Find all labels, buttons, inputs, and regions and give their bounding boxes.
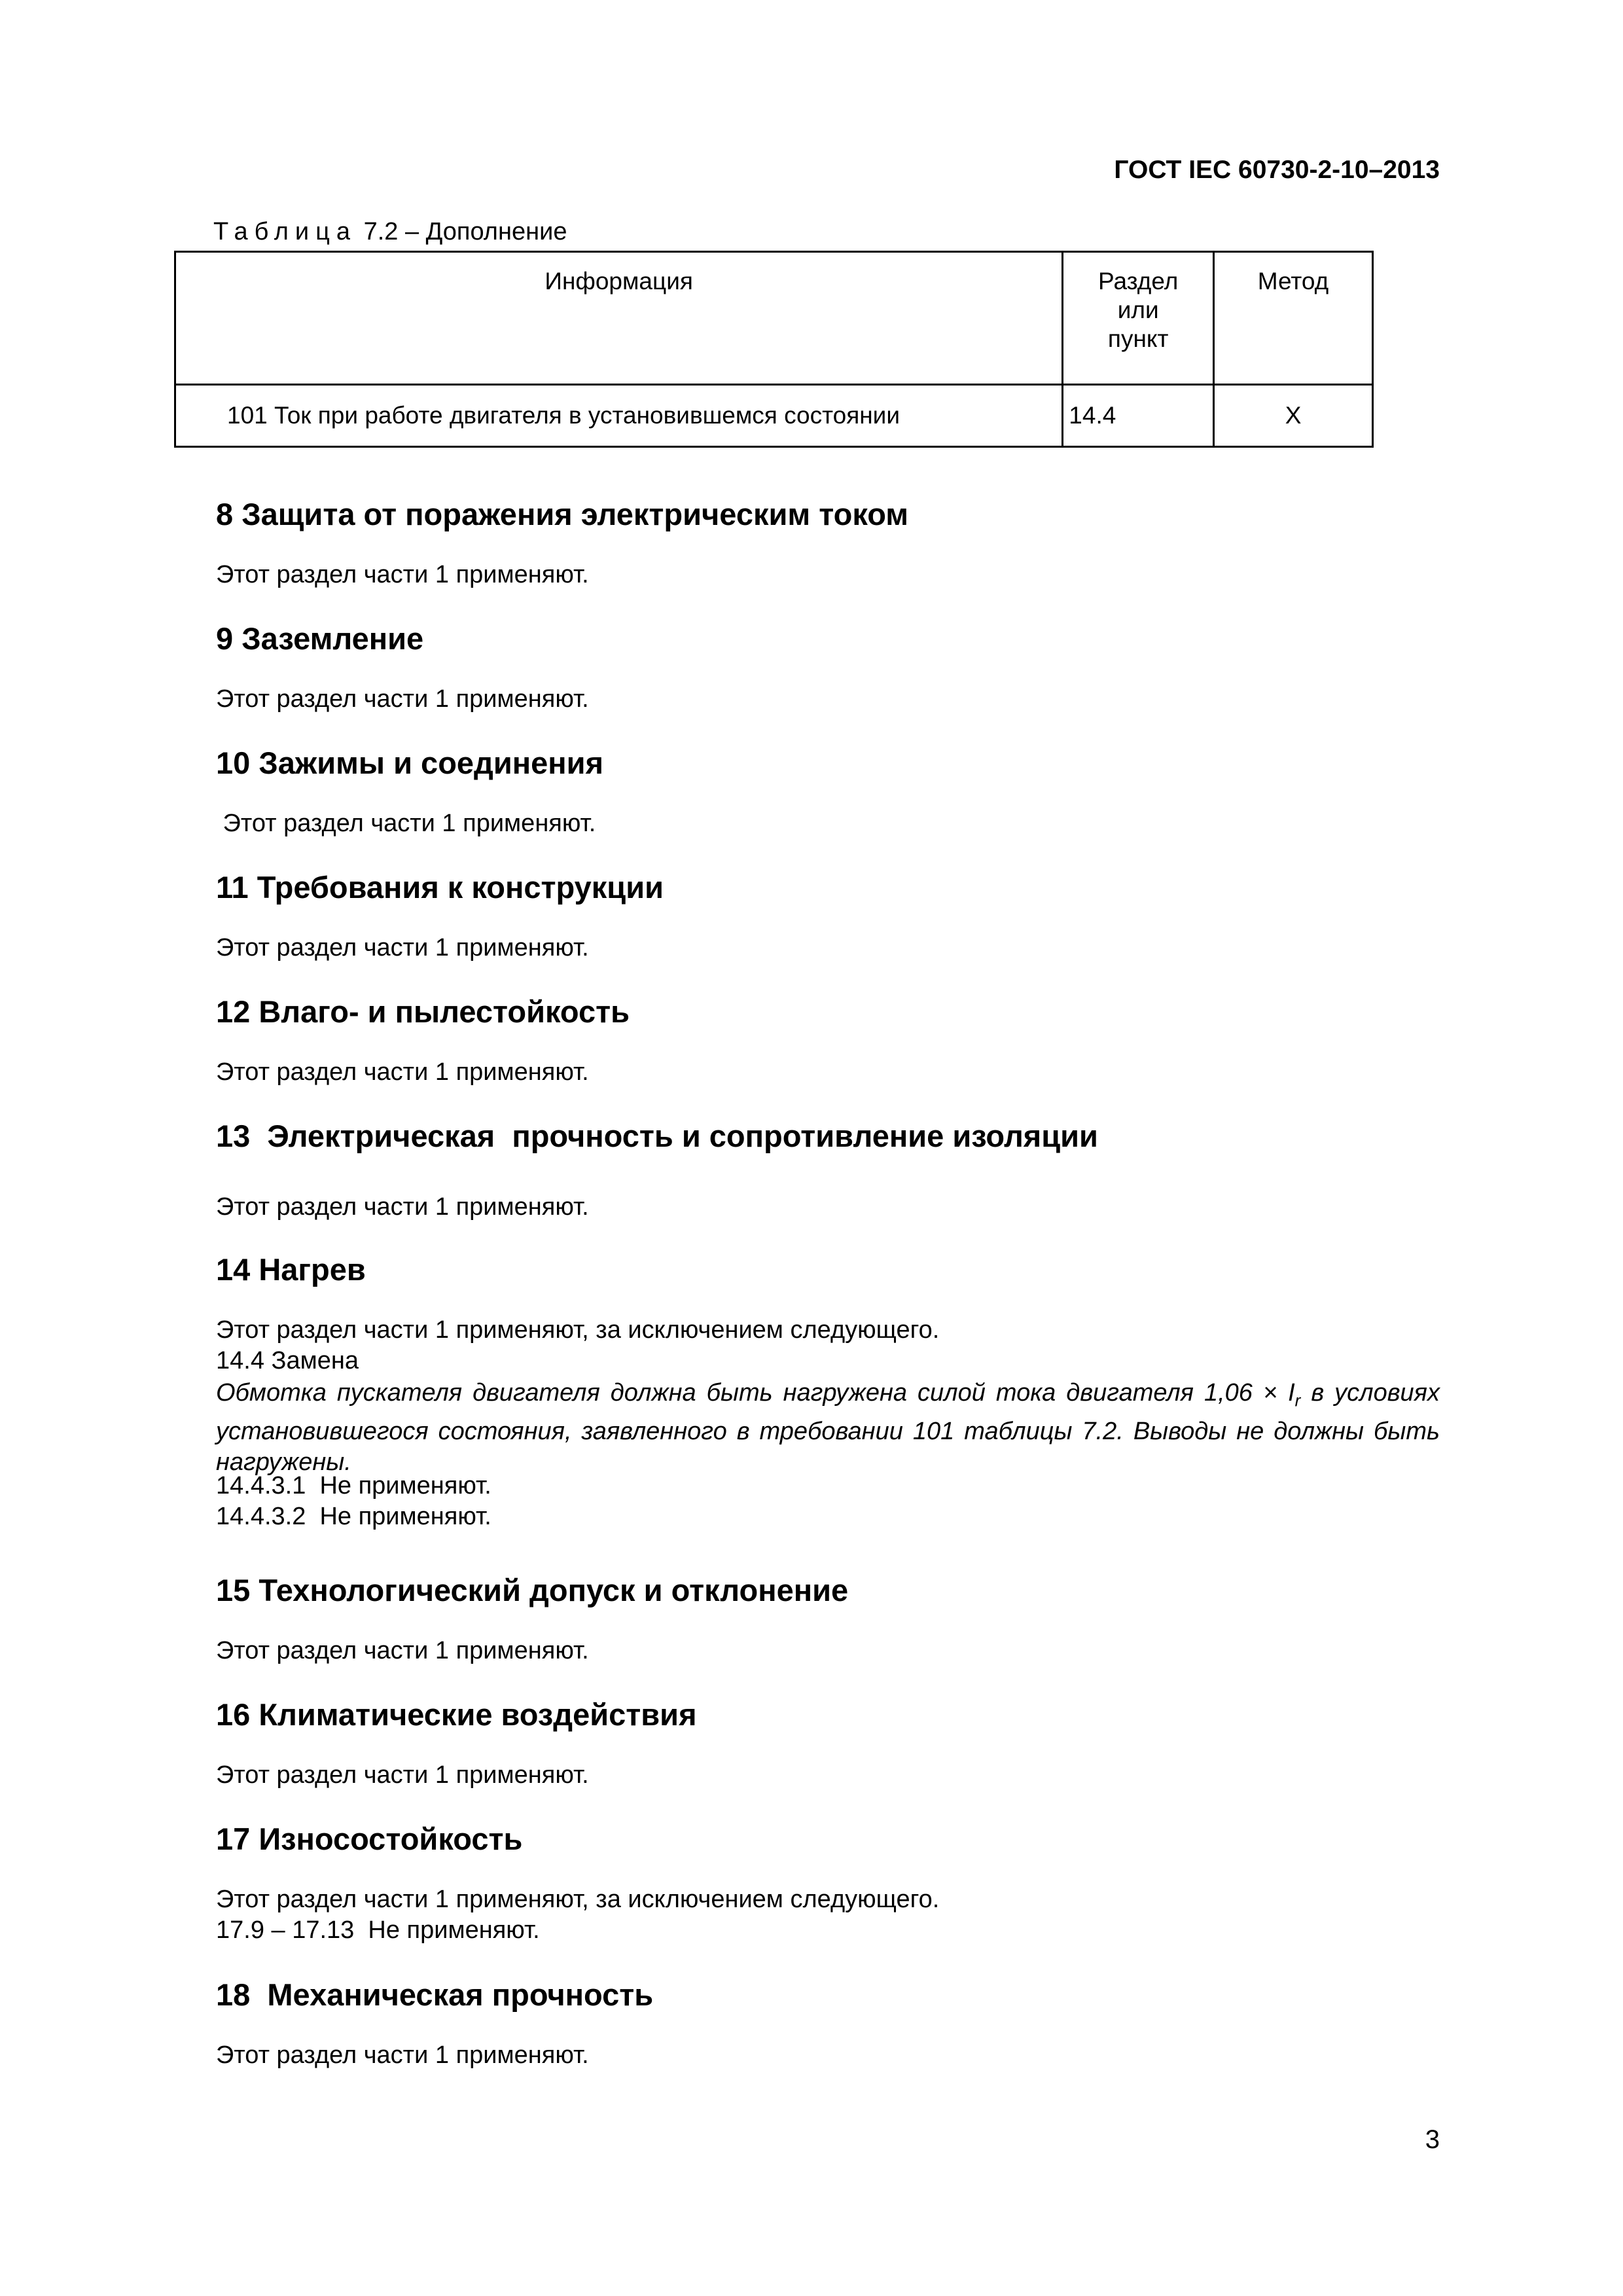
- header-section-line3: пункт: [1107, 325, 1169, 352]
- section-text: Этот раздел части 1 применяют.: [216, 1761, 589, 1789]
- header-section-line2: или: [1117, 296, 1159, 323]
- section-14-italic-paragraph: [118, 1378, 1440, 1478]
- section-text: Этот раздел части 1 применяют.: [216, 1637, 589, 1664]
- section-title: 13 Электрическая прочность и сопротивление изоляции: [216, 1119, 1098, 1153]
- header-info: Информация: [175, 252, 1063, 385]
- section-17: [216, 1821, 939, 1946]
- section-title: 17 Износостойкость: [216, 1821, 523, 1856]
- italic-text-rest: в условиях установившегося состояния, заявленного в требовании 101 таблицы 7.2. Выводы не должны быть нагружены.: [216, 1379, 1440, 1476]
- section-title: 16 Климатические воздействия: [216, 1697, 697, 1732]
- section-9: [216, 620, 589, 715]
- section-title: 11 Требования к конструкции: [216, 870, 664, 905]
- item-14-4-3-1: 14.4.3.1 Не применяют.: [216, 1472, 491, 1499]
- section-text: Этот раздел части 1 применяют.: [216, 2041, 589, 2069]
- table-7-2: [174, 251, 1374, 448]
- section-11: [216, 869, 664, 963]
- section-14-items: [216, 1471, 491, 1532]
- section-title: 10 Зажимы и соединения: [216, 745, 603, 780]
- section-text: Этот раздел части 1 применяют.: [216, 1058, 589, 1086]
- section-8: [216, 496, 908, 590]
- section-18: [216, 1977, 653, 2071]
- italic-subscript: r: [1294, 1390, 1301, 1410]
- section-16: [216, 1696, 697, 1791]
- section-10: [216, 745, 603, 839]
- section-title: 18 Механическая прочность: [216, 1977, 654, 2012]
- section-14: [216, 1251, 939, 1376]
- page-number: 3: [1425, 2125, 1440, 2154]
- section-title: 15 Технологический допуск и отклонение: [216, 1573, 849, 1607]
- item-17-9: 17.9 – 17.13 Не применяют.: [216, 1916, 540, 1944]
- section-text: Этот раздел части 1 применяют.: [216, 1193, 589, 1221]
- section-text: Этот раздел части 1 применяют.: [216, 561, 589, 588]
- cell-method: X: [1214, 385, 1373, 447]
- section-title: 9 Заземление: [216, 621, 424, 656]
- header-method: Метод: [1214, 252, 1373, 385]
- subsection-title: 14.4 Замена: [216, 1347, 359, 1374]
- table-caption-rest: 7.2 – Дополнение: [363, 218, 567, 245]
- header-section-line1: Раздел: [1098, 268, 1179, 295]
- table-caption-word: Таблица: [213, 218, 357, 245]
- cell-section: 14.4: [1063, 385, 1214, 447]
- section-text: Этот раздел части 1 применяют, за исключением следующего.: [216, 1886, 940, 1913]
- table-header-row: [175, 252, 1373, 385]
- item-14-4-3-2: 14.4.3.2 Не применяют.: [216, 1503, 491, 1530]
- standard-header: ГОСТ IEC 60730-2-10–2013: [1114, 156, 1440, 184]
- section-12: [216, 994, 630, 1088]
- section-title: 8 Защита от поражения электрическим током: [216, 497, 909, 531]
- section-text: Этот раздел части 1 применяют.: [216, 934, 589, 961]
- section-15: [216, 1572, 848, 1666]
- italic-text: Обмотка пускателя двигателя должна быть нагружена силой тока двигателя 1,06 × I: [216, 1379, 1295, 1407]
- section-text: Этот раздел части 1 применяют.: [216, 685, 589, 713]
- section-13: [216, 1118, 1098, 1223]
- header-section: [1063, 252, 1214, 385]
- section-text: Этот раздел части 1 применяют, за исключением следующего.: [216, 1316, 940, 1344]
- table-row: [175, 385, 1373, 447]
- table-caption: [213, 218, 567, 246]
- section-title: 14 Нагрев: [216, 1252, 366, 1287]
- section-title: 12 Влаго- и пылестойкость: [216, 994, 630, 1029]
- section-text: Этот раздел части 1 применяют.: [216, 810, 596, 837]
- cell-info: 101 Ток при работе двигателя в установившемся состоянии: [175, 385, 1063, 447]
